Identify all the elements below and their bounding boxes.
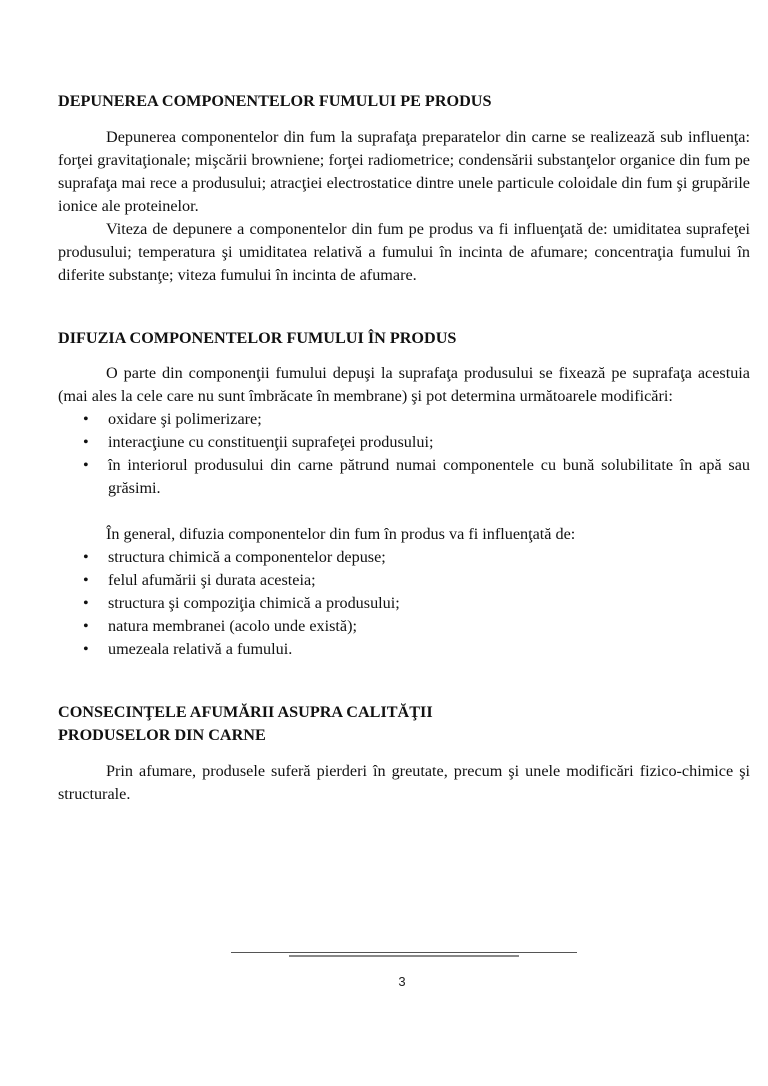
list-item [58, 615, 750, 638]
bullet-icon: • [83, 617, 89, 635]
spacer [58, 500, 750, 523]
bullet-icon: • [83, 594, 89, 612]
paragraph-deposition-factors: Depunerea componentelor din fum la suprafaţa preparatelor din carne se realizează sub influenţa: forţei gravitaţionale; mişcării browniene; forţei radiometrice; condensării substanţelor organice din fum pe suprafaţa mai rece a produsului; atracţiei electrostatice dintre unele particule coloidale din fum şi grupările ionice ale proteinelor. [58, 128, 750, 215]
footer-divider [231, 952, 577, 953]
list-item [58, 431, 750, 454]
list-item [58, 454, 750, 500]
list-item [58, 408, 750, 431]
bullet-icon: • [83, 640, 89, 658]
list-item [58, 569, 750, 592]
list-item [58, 592, 750, 615]
bullet-icon: • [83, 548, 89, 566]
bullet-icon: • [83, 571, 89, 589]
list-modifications [58, 408, 750, 500]
paragraph-diffusion-intro: O parte din componenţii fumului depuşi la suprafaţa produsului se fixează pe suprafaţa acestuia (mai ales la cele care nu sunt îmbrăcate în membrane) şi pot determina următoarele modificări: [58, 364, 750, 405]
list-item-text: felul afumării şi durata acesteia; [108, 571, 316, 589]
list-item [58, 638, 750, 661]
list-influence-factors [58, 546, 750, 661]
paragraph-diffusion-influence: În general, difuzia componentelor din fum în produs va fi influenţată de: [106, 525, 576, 543]
section-heading-line: CONSECINŢELE AFUMĂRII ASUPRA CALITĂŢII [58, 703, 433, 721]
section-heading-diffusion: DIFUZIA COMPONENTELOR FUMULUI ÎN PRODUS [58, 329, 457, 347]
footer-divider-secondary [289, 955, 519, 957]
bullet-icon: • [83, 433, 89, 451]
list-item-text: natura membranei (acolo unde există); [108, 617, 358, 635]
bullet-icon: • [83, 456, 89, 474]
paragraph-deposition-speed: Viteza de depunere a componentelor din fum pe produs va fi influenţată de: umiditatea suprafeţei produsului; temperatura şi umiditatea relativă a fumului în incinta de afumare; concentraţia fumului în diferite substanţe; viteza fumului în incinta de afumare. [58, 220, 750, 284]
page-number: 3 [398, 974, 406, 989]
list-item-text: în interiorul produsului din carne pătrund numai componentele cu bună solubilitate în apă sau grăsimi. [108, 456, 750, 497]
list-item-text: structura şi compoziţia chimică a produsului; [108, 594, 400, 612]
section-heading-consequences [58, 701, 750, 747]
list-item-text: umezeala relativă a fumului. [108, 640, 293, 658]
section-heading-deposition: DEPUNEREA COMPONENTELOR FUMULUI PE PRODUS [58, 92, 492, 110]
section-heading-line: PRODUSELOR DIN CARNE [58, 726, 266, 744]
paragraph-consequences: Prin afumare, produsele suferă pierderi în greutate, precum şi unele modificări fizico-chimice şi structurale. [58, 762, 750, 803]
list-item-text: structura chimică a componentelor depuse; [108, 548, 386, 566]
list-item [58, 546, 750, 569]
document-page [58, 90, 750, 806]
list-item-text: oxidare şi polimerizare; [108, 410, 262, 428]
list-item-text: interacţiune cu constituenţii suprafeţei produsului; [108, 433, 434, 451]
bullet-icon: • [83, 410, 89, 428]
